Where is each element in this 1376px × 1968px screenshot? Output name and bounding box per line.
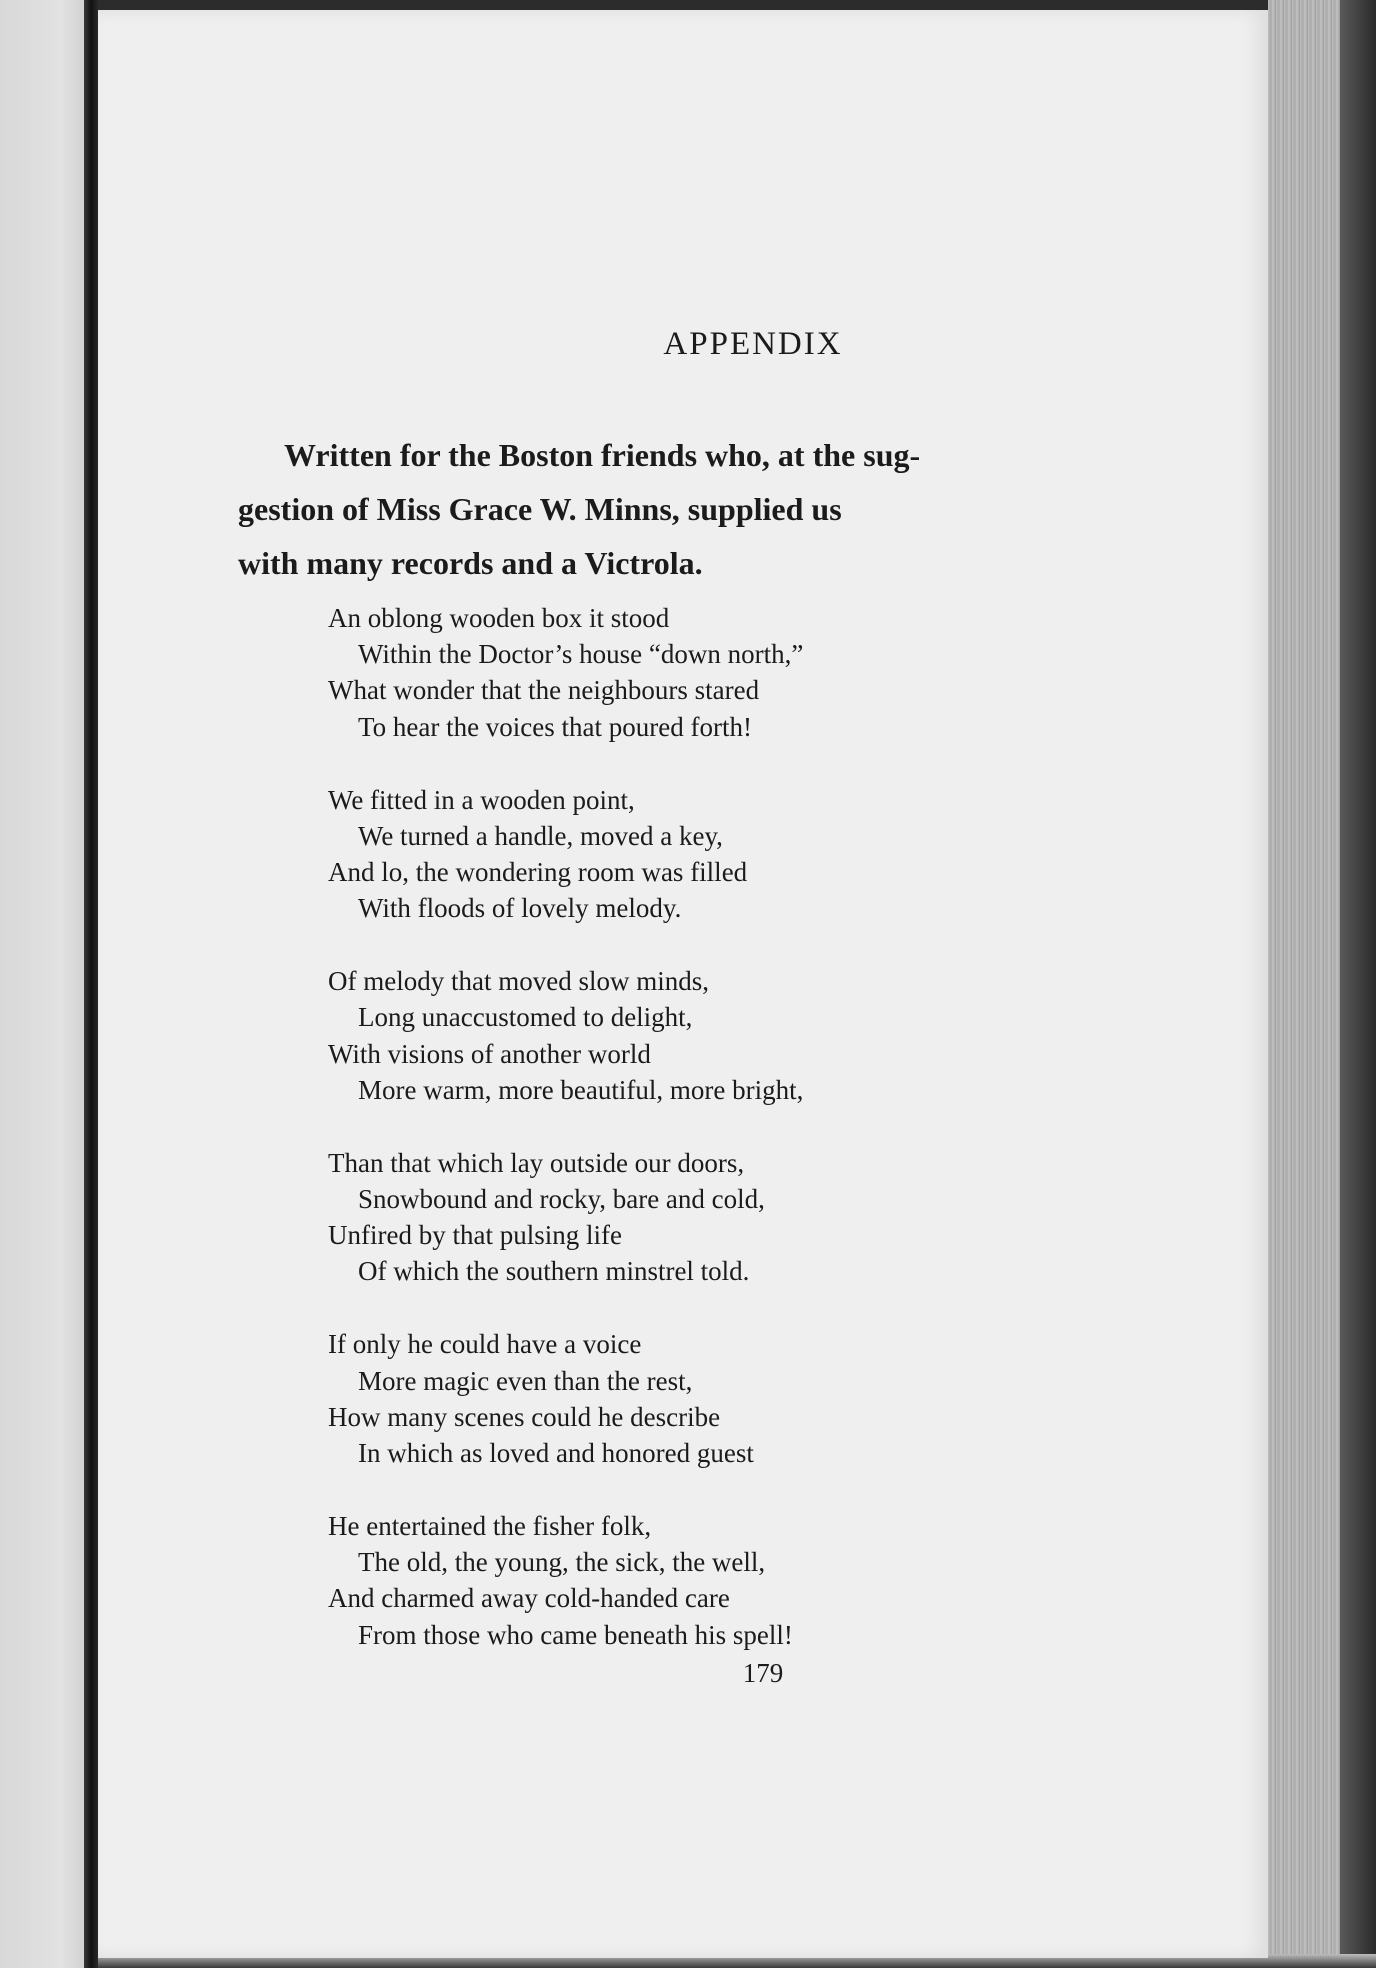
poem-line: Unfired by that pulsing life — [328, 1220, 622, 1251]
poem — [328, 600, 803, 1690]
page-number — [98, 1658, 1268, 1689]
intro-paragraph — [238, 428, 1078, 590]
poem-line: More warm, more beautiful, more bright, — [358, 1074, 804, 1105]
stanza — [328, 963, 803, 1108]
stanza — [328, 1145, 803, 1290]
poem-line: We fitted in a wooden point, — [328, 784, 635, 815]
poem-line: To hear the voices that poured forth! — [358, 711, 752, 742]
stanza — [328, 782, 803, 927]
poem-line: Snowbound and rocky, bare and cold, — [358, 1184, 765, 1215]
poem-line: What wonder that the neighbours stared — [328, 675, 760, 706]
stanza — [328, 1508, 803, 1653]
poem-line: With visions of another world — [328, 1038, 651, 1069]
poem-line: Long unaccustomed to delight, — [358, 1002, 693, 1033]
poem-line: Of melody that moved slow minds, — [328, 966, 709, 997]
poem-line: Of which the southern minstrel told. — [358, 1256, 750, 1287]
intro-line: with many records and a Victrola. — [238, 545, 703, 581]
poem-line: The old, the young, the sick, the well, — [358, 1547, 766, 1578]
poem-line: More magic even than the rest, — [358, 1365, 693, 1396]
poem-line: He entertained the fisher folk, — [328, 1511, 652, 1542]
page-number-text: 179 — [742, 1658, 784, 1688]
heading-text: APPENDIX — [663, 326, 843, 362]
poem-line: And lo, the wondering room was filled — [328, 857, 748, 888]
poem-line: From those who came beneath his spell! — [358, 1619, 793, 1650]
poem-line: We turned a handle, moved a key, — [358, 820, 723, 851]
stanza — [328, 600, 803, 745]
poem-line: If only he could have a voice — [328, 1329, 642, 1360]
stanza — [328, 1326, 803, 1471]
appendix-heading — [98, 326, 1268, 363]
poem-line: Within the Doctor’s house “down north,” — [358, 639, 804, 670]
left-page-edge — [0, 0, 88, 1968]
poem-line: And charmed away cold-handed care — [328, 1583, 730, 1614]
intro-line: gestion of Miss Grace W. Minns, supplied us — [238, 491, 842, 527]
book-page — [98, 10, 1268, 1958]
book-cover-edge — [1340, 0, 1376, 1968]
poem-line: With floods of lovely melody. — [358, 893, 682, 924]
poem-line: Than that which lay outside our doors, — [328, 1147, 745, 1178]
poem-line: An oblong wooden box it stood — [328, 603, 670, 633]
poem-line: In which as loved and honored guest — [358, 1438, 754, 1469]
poem-line: How many scenes could he describe — [328, 1401, 721, 1432]
book-gutter — [84, 0, 98, 1968]
intro-line: Written for the Boston friends who, at the sug- — [284, 437, 921, 473]
